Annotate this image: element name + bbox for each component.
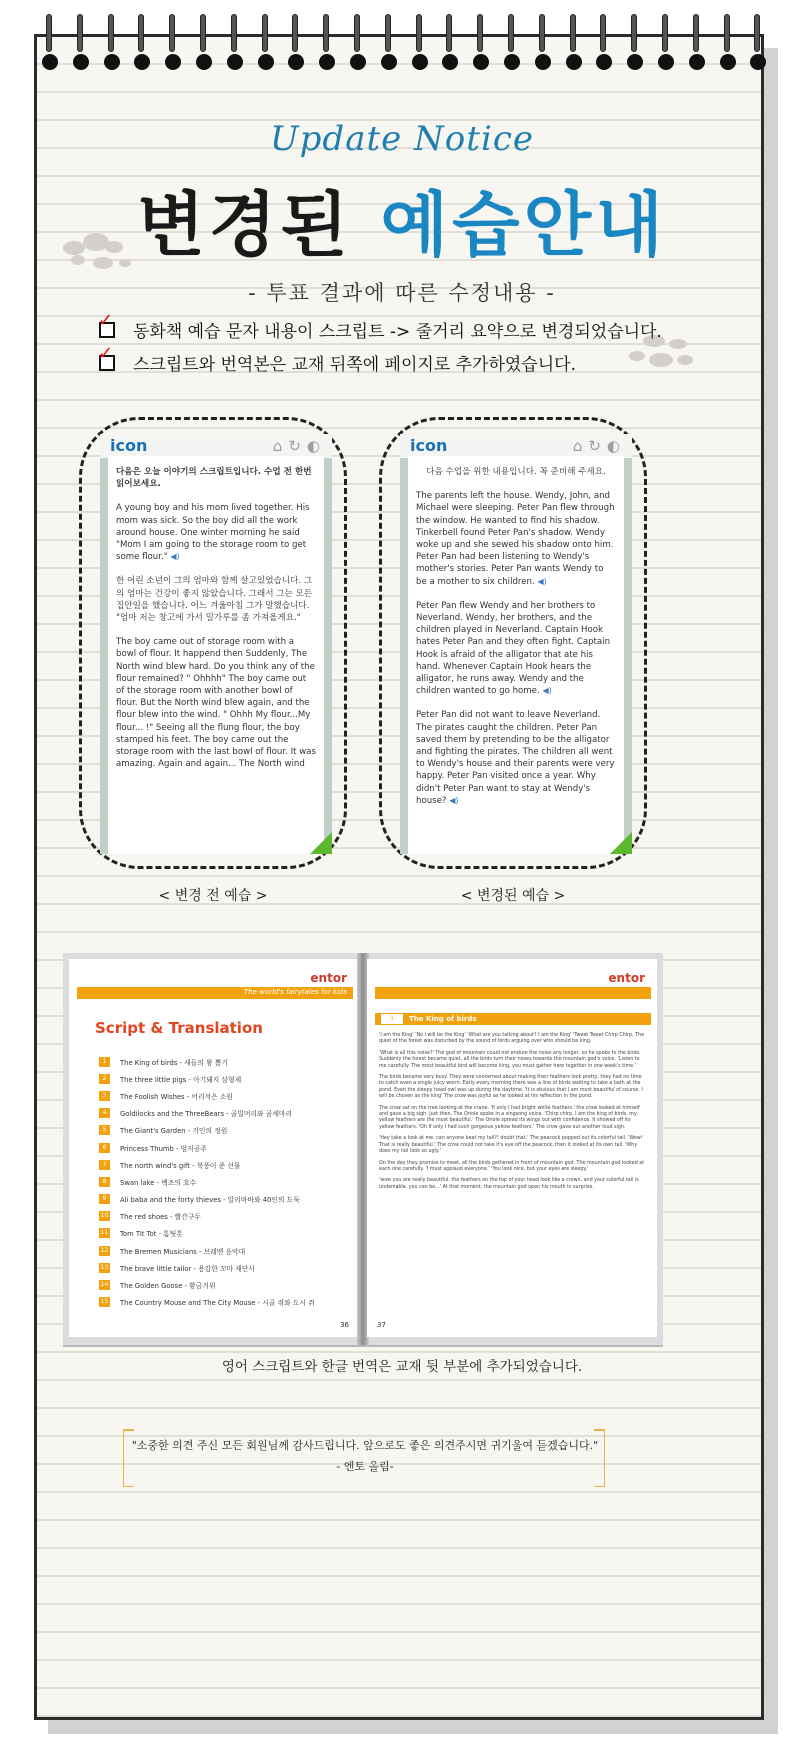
toc-title: Princess Thumb - 엄지공주 [120, 1144, 207, 1153]
toc-number: 5 [99, 1125, 110, 1135]
story-paragraph: 'What is all this noise?' The god of mountain could not endure the noise any longer, so he spoke to the birds. Suddenly the forest became quiet, all the birds turn their noses towards the mountain god's voice. 'Listen to me carefully. The most beautiful bird will become king, you must gather here together in one week's time.' [379, 1050, 641, 1069]
app-topbar [100, 434, 332, 458]
intro-text: 다음 수업을 위한 내용입니다. 꼭 준비해 주세요. [426, 467, 606, 477]
story-title: The King of birds [409, 1015, 477, 1023]
subtitle: - 투표 결과에 따른 수정내용 - [248, 281, 556, 305]
toc-title: The Country Mouse and The City Mouse - 시골 쥐와 도시 쥐 [120, 1299, 315, 1308]
toc-title: The three little pigs - 아기돼지 삼형제 [120, 1075, 242, 1084]
toc-title: The Foolish Wishes - 어리석은 소원 [120, 1092, 233, 1101]
spiral-ring-icon [627, 14, 641, 74]
toc-number: 7 [99, 1160, 110, 1170]
toc-title: The King of birds - 새들의 왕 뽑기 [120, 1058, 228, 1067]
toc-title: Tom Tit Tot - 톰팃톳 [120, 1230, 183, 1239]
spiral-ring-icon [658, 14, 672, 74]
notice-text: 동화책 예습 문자 내용이 스크립트 -> 줄거리 요약으로 변경되었습니다. [133, 322, 662, 342]
spiral-ring-icon [720, 14, 734, 74]
toc-number: 4 [99, 1108, 110, 1118]
summary-paragraph: Peter Pan did not want to leave Neverland. The pirates caught the children. Peter Pan saved them by pretending to be the alligator and fighting the pirates. The children all went to Wendy's house and their parents were very happy. Peter Pan visited once a year. Why didn't Peter Pan want to stay at Wendy's house? [416, 710, 615, 806]
app-logo: icon [410, 436, 448, 455]
toc-number: 15 [100, 1298, 109, 1306]
spiral-ring-icon [196, 14, 210, 74]
story-paragraph: On the day they promise to meet, all the birds gathered in front of mountain god. The mountain god looked at each one carefully. 'I must applaud everyone.' 'You look nice, but your eyes are sleepy.' [379, 1160, 645, 1172]
corner-fold-icon [310, 832, 332, 854]
app-logo: icon [110, 436, 148, 455]
script-translation-title: Script & Translation [95, 1019, 263, 1037]
checkbox-icon [98, 309, 115, 338]
toc-item [99, 1105, 349, 1122]
toc-title: Goldilocks and the ThreeBears - 골빌머리와 곰세마리 [120, 1110, 293, 1119]
summary-paragraph: Peter Pan flew Wendy and her brothers to Neverland. Wendy, her brothers, and the children played in Neverland. Captain Hook hates Peter Pan and they often fight. Captain Hook is afraid of the alligator that ate his hand. Whenever Captain Hook hears the alligator, he runs away. Wendy and the children wanted to go home. [416, 600, 611, 697]
story-paragraph: 'I am the King' 'No I will be the King' 'What are you talking about? I am the King' 'Tweet Tweet Chirp Chirp, The quiet of the forest was disturbed by the sound of birds arguing over who should be king. [379, 1033, 645, 1045]
spiral-ring-icon [165, 14, 179, 74]
check-mark-icon: ✓ [98, 342, 114, 364]
phone-screen [400, 434, 632, 854]
phone-after [379, 417, 647, 869]
story-heading [375, 1013, 651, 1025]
story-paragraph: 'Hey take a look at me. can anyone beat my tail?! doubt that.' The peacock popped out its colorful tail. 'Wow! That is really beautiful.' The crow could not take it's eye off the peacock, then it looked at its own tail. 'Why does my tail look so ugly.' [379, 1136, 643, 1155]
toc-number: 11 [100, 1229, 109, 1237]
brand-logo: entor [608, 971, 645, 985]
notice-text: 스크립트와 번역본은 교재 뒤쪽에 페이지로 추가하였습니다. [133, 355, 576, 375]
story-translation: 한 어린 소년이 그의 엄마와 함께 살고있었습니다. 그의 엄마는 건강이 좋지 않았습니다. 그래서 그는 모든 집안일을 했습니다. 어느 겨울아침 그가 말했습니다. "엄마 저는 창고에 가서 밀가루를 좀 가져올게요." [116, 576, 313, 624]
update-notice-title: Update Notice [270, 119, 534, 159]
spiral-ring-icon [473, 14, 487, 74]
story-paragraph: The birds became very busy. They were concerned about making their feathers look pretty, they had no time to catch even a single juicy worm. Early every morning there was a line of birds waiting to take a bath at the pond. Even the sleepy head owl was up during the daytime. 'It is obvious that I am most beautiful of course. I will be chosen as the king' The crow was joyful as he looked at his reflection in the pond. [379, 1075, 643, 1100]
story-number: 1 [381, 1014, 403, 1024]
summary-paragraph: The parents left the house. Wendy, John, and Michael were sleeping. Peter Pan flew through the window. He wanted to find his shadow. Tinkerbell found Peter Pan's shadow. Wendy woke up and she sewed his shadow onto him. Peter Pan had been listening to Wendy's mother's stories. Peter Pan wants Wendy to be a mother to six children. [416, 491, 615, 587]
spiral-binding [34, 14, 770, 74]
home-refresh-icons[interactable]: ⌂↻◐ [572, 437, 626, 455]
book-caption: 영어 스크립트와 한글 번역은 교재 뒷 부분에 추가되었습니다. [221, 1359, 583, 1375]
toc-number: 14 [100, 1281, 109, 1289]
toc-item [99, 1225, 349, 1242]
toc-number: 6 [99, 1143, 110, 1153]
toc-item [99, 1208, 349, 1225]
spiral-ring-icon [596, 14, 610, 74]
toc-item [99, 1087, 349, 1104]
spiral-ring-icon [442, 14, 456, 74]
spiral-ring-icon [381, 14, 395, 74]
app-topbar [400, 434, 632, 458]
speaker-icon[interactable]: ◀) [449, 795, 459, 805]
closing-message [123, 1429, 605, 1487]
story-paragraph: 'wow you are really beautiful. the feathers on the top of your head look like a crown, and your colorful tail is undeniable. you can be...' At that moment, the mountain god open his mouth in surprise. [379, 1178, 639, 1190]
toc-item [99, 1070, 349, 1087]
toc-item [99, 1294, 349, 1311]
spiral-ring-icon [566, 14, 580, 74]
page-number-right: 37 [377, 1321, 386, 1329]
toc-number: 13 [100, 1263, 109, 1271]
checkbox-icon [98, 342, 115, 371]
story-paragraph: The boy came out of storage room with a bowl of flour. It happend then Suddenly, The North wind blew hard. Do you think any of the flour remained? " Ohhhh" The boy came out of the storage room with another bowl of flour. But the North wind blew again, and the flour blew into the wind. " Ohhh My flour...My flour... !" Seeing all the flung flour, the boy stamped his feet. The boy came out the storage room with the last bowl of flour. It was amazing. Again and again... The North wind [116, 637, 316, 770]
spiral-ring-icon [689, 14, 703, 74]
closing-line-1: "소중한 의견 주신 모든 회원님께 감사드립니다. 앞으로도 좋은 의견주시면 귀기울여 듣겠습니다." [131, 1439, 599, 1452]
spiral-ring-icon [227, 14, 241, 74]
toc-title: The Giant's Garden - 거인의 정원 [120, 1127, 228, 1136]
speaker-icon[interactable]: ◀) [537, 576, 547, 586]
check-mark-icon: ✓ [98, 309, 114, 331]
toc-item [99, 1173, 349, 1190]
toc-number: 10 [100, 1212, 109, 1220]
toc-page [69, 959, 359, 1337]
speaker-icon[interactable]: ◀) [170, 552, 180, 562]
toc-number: 1 [99, 1057, 110, 1067]
toc-item [99, 1242, 349, 1259]
main-title [37, 169, 764, 270]
spiral-ring-icon [42, 14, 56, 74]
summary-content [408, 456, 624, 854]
toc-number: 2 [99, 1074, 110, 1084]
notice-item-1 [98, 309, 662, 342]
toc-item [99, 1053, 349, 1070]
band-text: The world's fairytales for kids [243, 988, 347, 996]
toc-number: 3 [99, 1091, 110, 1101]
toc-item [99, 1191, 349, 1208]
corner-fold-icon [610, 832, 632, 854]
toc-item [99, 1156, 349, 1173]
spiral-ring-icon [535, 14, 549, 74]
home-refresh-icons[interactable]: ⌂↻◐ [272, 437, 326, 455]
toc-title: The Golden Goose - 황금거위 [120, 1282, 216, 1291]
toc-title: The brave little tailor - 용감한 꼬마 재단사 [120, 1264, 255, 1273]
page-number-left: 36 [340, 1321, 349, 1329]
toc-item [99, 1259, 349, 1276]
toc-item [99, 1139, 349, 1156]
toc-number: 8 [99, 1177, 110, 1187]
main-title-dark: 변경된 [137, 184, 352, 266]
toc-item [99, 1122, 349, 1139]
phone-before [79, 417, 347, 869]
spiral-ring-icon [412, 14, 426, 74]
notice-item-2 [98, 342, 576, 375]
toc-title: The north wind's gift - 북풍이 준 선물 [120, 1161, 241, 1170]
toc-item [99, 1276, 349, 1293]
toc-number: 9 [99, 1194, 110, 1204]
spiral-ring-icon [750, 14, 764, 74]
toc-title: The red shoes - 빨간구두 [120, 1213, 201, 1222]
story-page [367, 959, 657, 1337]
caption-before: < 변경 전 예습 > [158, 888, 268, 904]
story-paragraph: The crow sat on the tree looking at the crane. 'If only I had bright white feathers.' the crow looked at himself and gave a big sigh. Just then, The Oriole spoke in a singsong voice. 'Chirp chirp, I am the king of birds. my yellow feathers are the most beautiful.' The Oriole spread its wings out with confidence. It showed off its yellow feathers. 'Oh if only I had such gorgeous yellow feathers.' The crow gave out another loud sigh. [379, 1105, 640, 1130]
spiral-ring-icon [288, 14, 302, 74]
toc-title: The Bremen Musicians - 브레멘 음악대 [120, 1247, 246, 1256]
speaker-icon[interactable]: ◀) [542, 686, 552, 696]
spiral-ring-icon [104, 14, 118, 74]
page-band [375, 987, 651, 999]
toc-title: Swan lake - 백조의 호수 [120, 1178, 197, 1187]
phone-screen [100, 434, 332, 854]
textbook-spread [63, 953, 663, 1345]
spiral-ring-icon [319, 14, 333, 74]
toc-list [99, 1053, 349, 1311]
toc-title: Ali baba and the forty thieves - 알리바바와 40인의 도둑 [120, 1196, 300, 1205]
script-content [108, 456, 324, 854]
intro-text: 다음은 오늘 이야기의 스크립트입니다. 수업 전 한번 읽어보세요. [116, 467, 312, 490]
spiral-ring-icon [350, 14, 364, 74]
story-text [379, 1033, 647, 1196]
spiral-ring-icon [258, 14, 272, 74]
spiral-ring-icon [504, 14, 518, 74]
notepad-page [34, 34, 764, 1720]
toc-number: 12 [100, 1246, 109, 1254]
spiral-ring-icon [134, 14, 148, 74]
spiral-ring-icon [73, 14, 87, 74]
page-band [77, 987, 353, 999]
story-paragraph: A young boy and his mom lived together. His mom was sick. So the boy did all the work around house. One winter morning he said "Mom I am going to the storage room to get some flour." [116, 503, 310, 563]
caption-after: < 변경된 예습 > [460, 888, 566, 904]
decorative-dots-left [63, 233, 143, 277]
closing-signature: - 엔토 올림- [336, 1460, 394, 1473]
brand-logo: entor [310, 971, 347, 985]
main-title-blue: 예습안내 [380, 184, 667, 266]
